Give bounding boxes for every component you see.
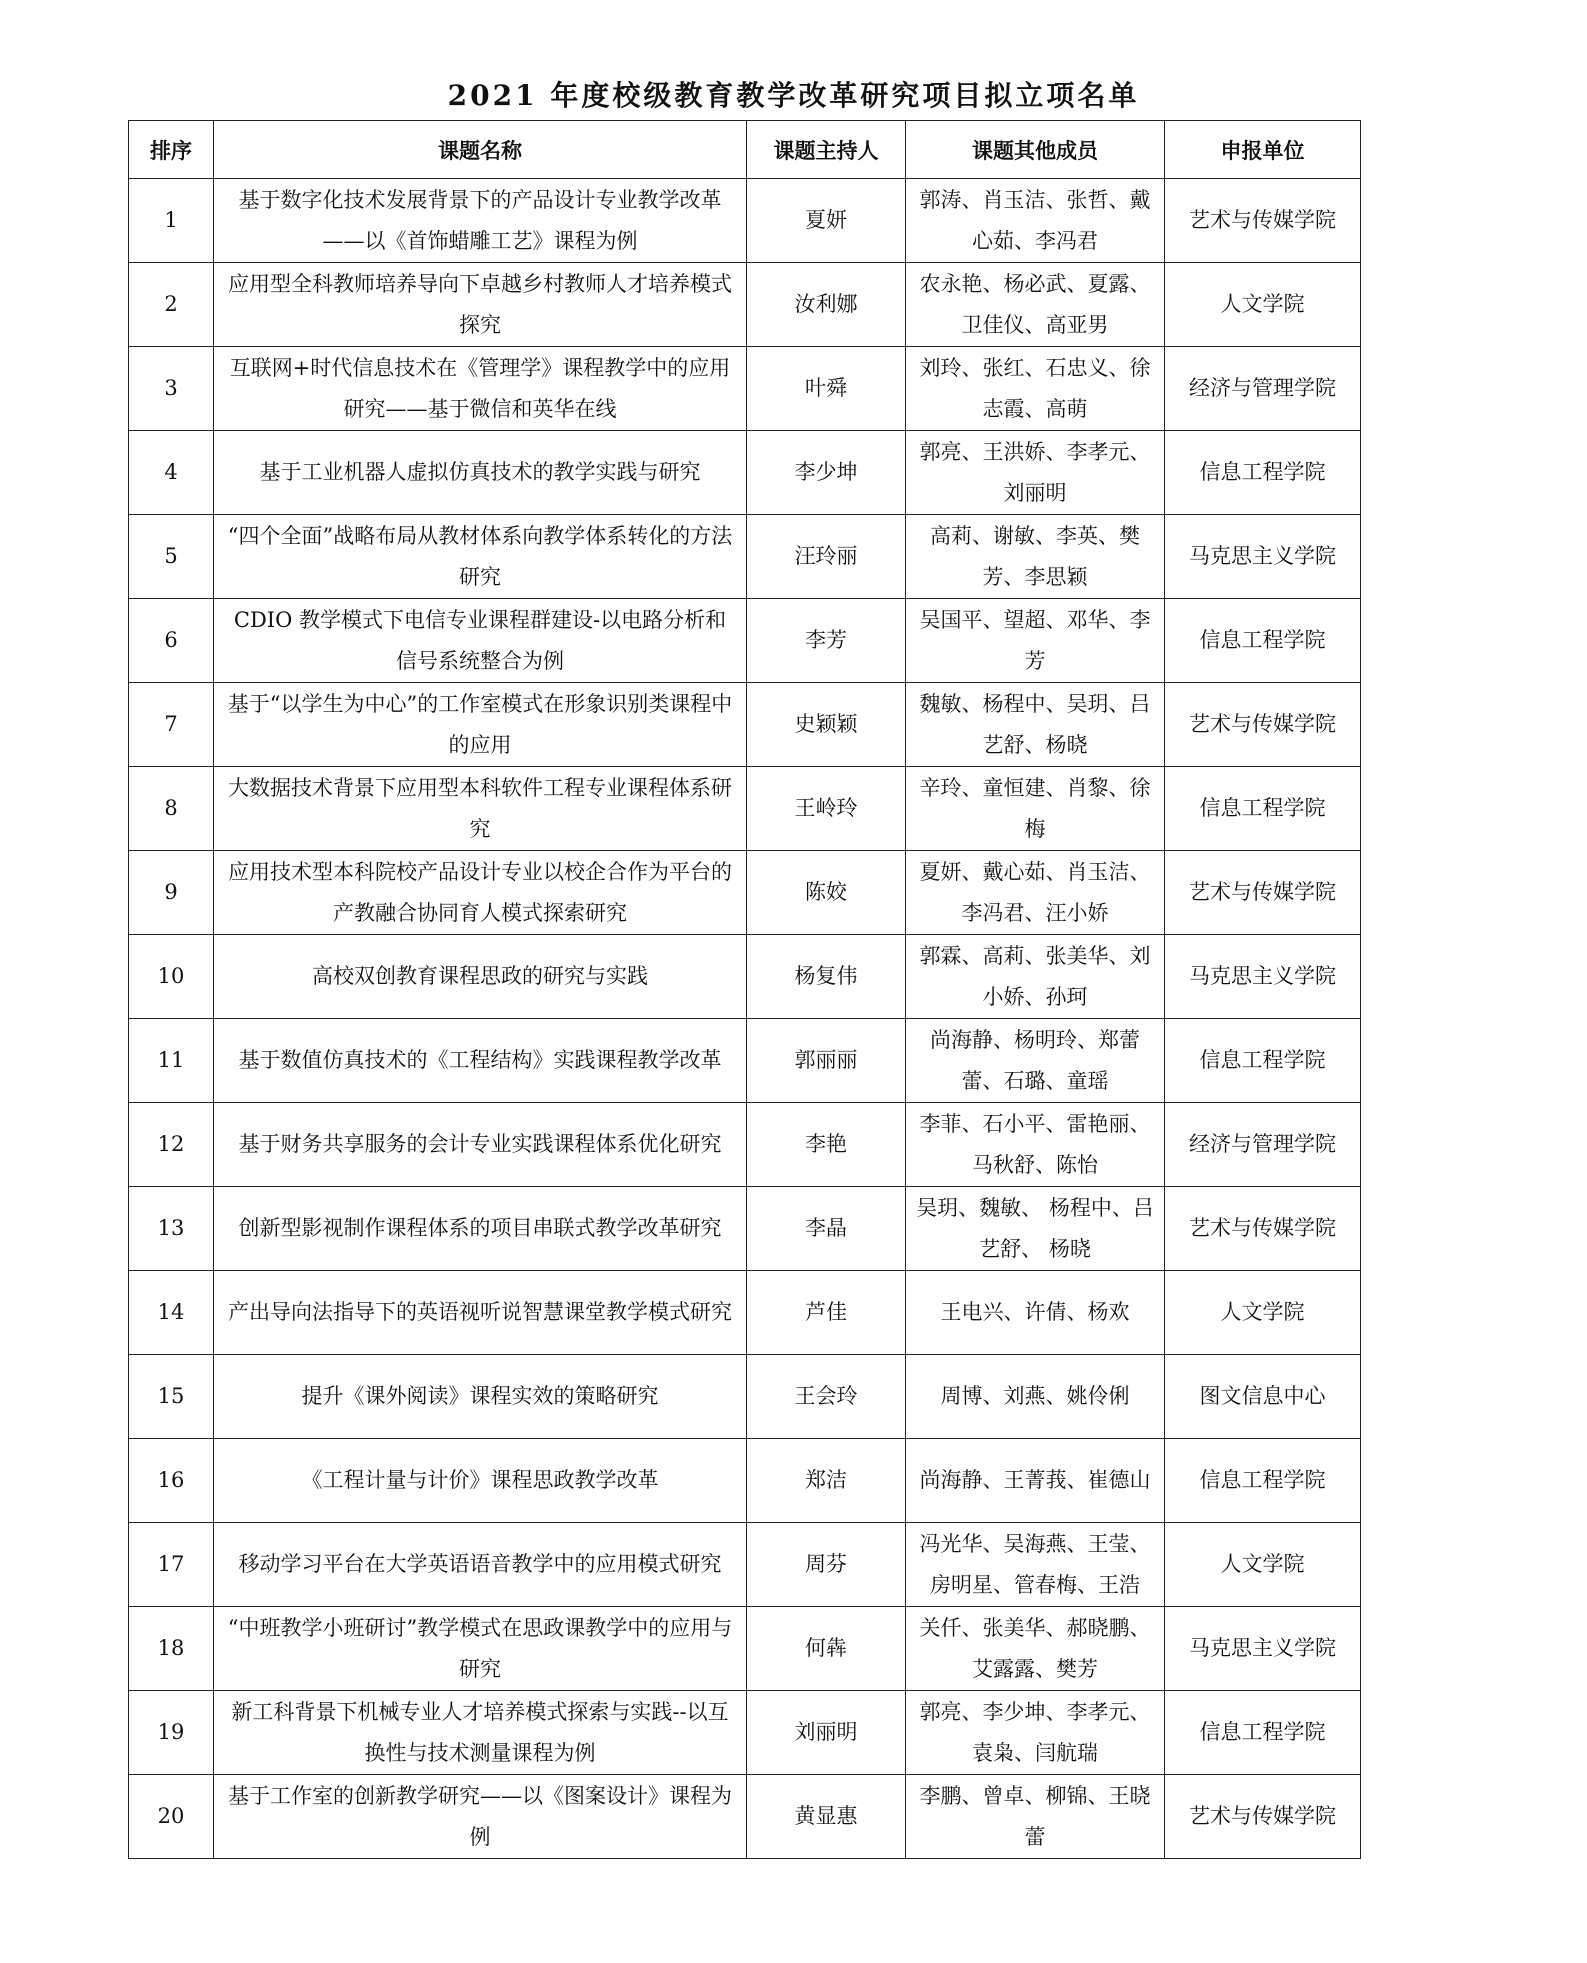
row-members: 尚海静、杨明玲、郑蕾蕾、石璐、童瑶	[906, 1019, 1165, 1103]
table-row	[129, 1775, 1361, 1859]
row-host: 郑洁	[747, 1439, 906, 1523]
table-row	[129, 851, 1361, 935]
row-title: “中班教学小班研讨”教学模式在思政课教学中的应用与研究	[214, 1607, 747, 1691]
row-host: 汪玲丽	[747, 515, 906, 599]
table-row	[129, 1019, 1361, 1103]
row-host: 史颖颖	[747, 683, 906, 767]
row-unit: 艺术与传媒学院	[1165, 1187, 1361, 1271]
row-members: 吴玥、魏敏、 杨程中、吕艺舒、 杨晓	[906, 1187, 1165, 1271]
table-row	[129, 1607, 1361, 1691]
row-members: 辛玲、童恒建、肖黎、徐梅	[906, 767, 1165, 851]
row-no: 3	[129, 347, 214, 431]
row-no: 10	[129, 935, 214, 1019]
table-row	[129, 599, 1361, 683]
table-row	[129, 1355, 1361, 1439]
row-members: 李鹏、曾卓、柳锦、王晓蕾	[906, 1775, 1165, 1859]
row-unit: 马克思主义学院	[1165, 935, 1361, 1019]
row-no: 1	[129, 179, 214, 263]
table-row	[129, 347, 1361, 431]
row-unit: 艺术与传媒学院	[1165, 179, 1361, 263]
row-no: 19	[129, 1691, 214, 1775]
row-unit: 经济与管理学院	[1165, 1103, 1361, 1187]
row-title: 移动学习平台在大学英语语音教学中的应用模式研究	[214, 1523, 747, 1607]
row-members: 夏妍、戴心茹、肖玉洁、李冯君、汪小娇	[906, 851, 1165, 935]
header-members: 课题其他成员	[906, 121, 1165, 179]
row-members: 郭涛、肖玉洁、张哲、戴心茹、李冯君	[906, 179, 1165, 263]
row-title: 《工程计量与计价》课程思政教学改革	[214, 1439, 747, 1523]
row-host: 陈姣	[747, 851, 906, 935]
row-host: 芦佳	[747, 1271, 906, 1355]
table-body	[129, 179, 1361, 1859]
table-row	[129, 263, 1361, 347]
row-no: 18	[129, 1607, 214, 1691]
table-row	[129, 1271, 1361, 1355]
header-host: 课题主持人	[747, 121, 906, 179]
row-host: 夏妍	[747, 179, 906, 263]
row-title: 基于数值仿真技术的《工程结构》实践课程教学改革	[214, 1019, 747, 1103]
row-members: 王电兴、许倩、杨欢	[906, 1271, 1165, 1355]
row-title: 高校双创教育课程思政的研究与实践	[214, 935, 747, 1019]
header-unit: 申报单位	[1165, 121, 1361, 179]
table-row	[129, 179, 1361, 263]
row-host: 叶舜	[747, 347, 906, 431]
row-unit: 信息工程学院	[1165, 599, 1361, 683]
row-unit: 图文信息中心	[1165, 1355, 1361, 1439]
row-title: 基于数字化技术发展背景下的产品设计专业教学改革——以《首饰蜡雕工艺》课程为例	[214, 179, 747, 263]
table-row	[129, 431, 1361, 515]
row-no: 12	[129, 1103, 214, 1187]
project-list-table	[128, 120, 1361, 1859]
row-no: 8	[129, 767, 214, 851]
row-host: 杨复伟	[747, 935, 906, 1019]
row-title: 基于工作室的创新教学研究——以《图案设计》课程为例	[214, 1775, 747, 1859]
row-members: 魏敏、杨程中、吴玥、吕艺舒、杨晓	[906, 683, 1165, 767]
row-no: 17	[129, 1523, 214, 1607]
row-no: 9	[129, 851, 214, 935]
row-unit: 艺术与传媒学院	[1165, 1775, 1361, 1859]
row-title: 产出导向法指导下的英语视听说智慧课堂教学模式研究	[214, 1271, 747, 1355]
row-title: 应用技术型本科院校产品设计专业以校企合作为平台的产教融合协同育人模式探索研究	[214, 851, 747, 935]
row-members: 吴国平、望超、邓华、李芳	[906, 599, 1165, 683]
table-row	[129, 683, 1361, 767]
row-unit: 艺术与传媒学院	[1165, 683, 1361, 767]
row-members: 刘玲、张红、石忠义、徐志霞、高萌	[906, 347, 1165, 431]
row-unit: 信息工程学院	[1165, 431, 1361, 515]
header-title: 课题名称	[214, 121, 747, 179]
row-members: 郭亮、王洪娇、李孝元、刘丽明	[906, 431, 1165, 515]
row-host: 李少坤	[747, 431, 906, 515]
row-title: 创新型影视制作课程体系的项目串联式教学改革研究	[214, 1187, 747, 1271]
row-host: 汝利娜	[747, 263, 906, 347]
table-header-row	[129, 121, 1361, 179]
row-title: 基于工业机器人虚拟仿真技术的教学实践与研究	[214, 431, 747, 515]
row-unit: 经济与管理学院	[1165, 347, 1361, 431]
table-row	[129, 1439, 1361, 1523]
row-no: 5	[129, 515, 214, 599]
row-unit: 人文学院	[1165, 263, 1361, 347]
row-no: 6	[129, 599, 214, 683]
table-row	[129, 1187, 1361, 1271]
row-host: 李艳	[747, 1103, 906, 1187]
table-row	[129, 767, 1361, 851]
row-unit: 信息工程学院	[1165, 1691, 1361, 1775]
row-no: 11	[129, 1019, 214, 1103]
table-row	[129, 1523, 1361, 1607]
table-row	[129, 1691, 1361, 1775]
row-unit: 信息工程学院	[1165, 767, 1361, 851]
row-no: 15	[129, 1355, 214, 1439]
row-title: 基于“以学生为中心”的工作室模式在形象识别类课程中的应用	[214, 683, 747, 767]
row-title: 提升《课外阅读》课程实效的策略研究	[214, 1355, 747, 1439]
header-no: 排序	[129, 121, 214, 179]
row-members: 郭霖、高莉、张美华、刘小娇、孙珂	[906, 935, 1165, 1019]
table-row	[129, 515, 1361, 599]
row-members: 冯光华、吴海燕、王莹、房明星、管春梅、王浩	[906, 1523, 1165, 1607]
row-members: 周博、刘燕、姚伶俐	[906, 1355, 1165, 1439]
row-members: 农永艳、杨必武、夏露、卫佳仪、高亚男	[906, 263, 1165, 347]
row-members: 关仟、张美华、郝晓鹏、艾露露、樊芳	[906, 1607, 1165, 1691]
row-host: 王岭玲	[747, 767, 906, 851]
row-unit: 信息工程学院	[1165, 1019, 1361, 1103]
row-host: 何犇	[747, 1607, 906, 1691]
row-title: 互联网+时代信息技术在《管理学》课程教学中的应用研究——基于微信和英华在线	[214, 347, 747, 431]
row-host: 李晶	[747, 1187, 906, 1271]
row-unit: 马克思主义学院	[1165, 1607, 1361, 1691]
row-unit: 人文学院	[1165, 1523, 1361, 1607]
row-title: 新工科背景下机械专业人才培养模式探索与实践--以互换性与技术测量课程为例	[214, 1691, 747, 1775]
row-no: 16	[129, 1439, 214, 1523]
row-host: 李芳	[747, 599, 906, 683]
row-no: 20	[129, 1775, 214, 1859]
row-host: 黄显惠	[747, 1775, 906, 1859]
table-row	[129, 1103, 1361, 1187]
row-unit: 人文学院	[1165, 1271, 1361, 1355]
row-no: 7	[129, 683, 214, 767]
row-host: 王会玲	[747, 1355, 906, 1439]
row-host: 刘丽明	[747, 1691, 906, 1775]
row-no: 2	[129, 263, 214, 347]
row-unit: 艺术与传媒学院	[1165, 851, 1361, 935]
row-title: 应用型全科教师培养导向下卓越乡村教师人才培养模式探究	[214, 263, 747, 347]
row-host: 周芬	[747, 1523, 906, 1607]
row-host: 郭丽丽	[747, 1019, 906, 1103]
row-members: 郭亮、李少坤、李孝元、袁枭、闫航瑞	[906, 1691, 1165, 1775]
row-members: 尚海静、王菁莪、崔德山	[906, 1439, 1165, 1523]
row-no: 4	[129, 431, 214, 515]
row-unit: 信息工程学院	[1165, 1439, 1361, 1523]
row-title: 基于财务共享服务的会计专业实践课程体系优化研究	[214, 1103, 747, 1187]
row-title: “四个全面”战略布局从教材体系向教学体系转化的方法研究	[214, 515, 747, 599]
row-title: 大数据技术背景下应用型本科软件工程专业课程体系研究	[214, 767, 747, 851]
document-title: 2021 年度校级教育教学改革研究项目拟立项名单	[447, 79, 1140, 112]
row-members: 李菲、石小平、雷艳丽、马秋舒、陈怡	[906, 1103, 1165, 1187]
row-unit: 马克思主义学院	[1165, 515, 1361, 599]
row-members: 高莉、谢敏、李英、樊芳、李思颖	[906, 515, 1165, 599]
row-no: 13	[129, 1187, 214, 1271]
row-title: CDIO 教学模式下电信专业课程群建设-以电路分析和信号系统整合为例	[214, 599, 747, 683]
row-no: 14	[129, 1271, 214, 1355]
table-row	[129, 935, 1361, 1019]
